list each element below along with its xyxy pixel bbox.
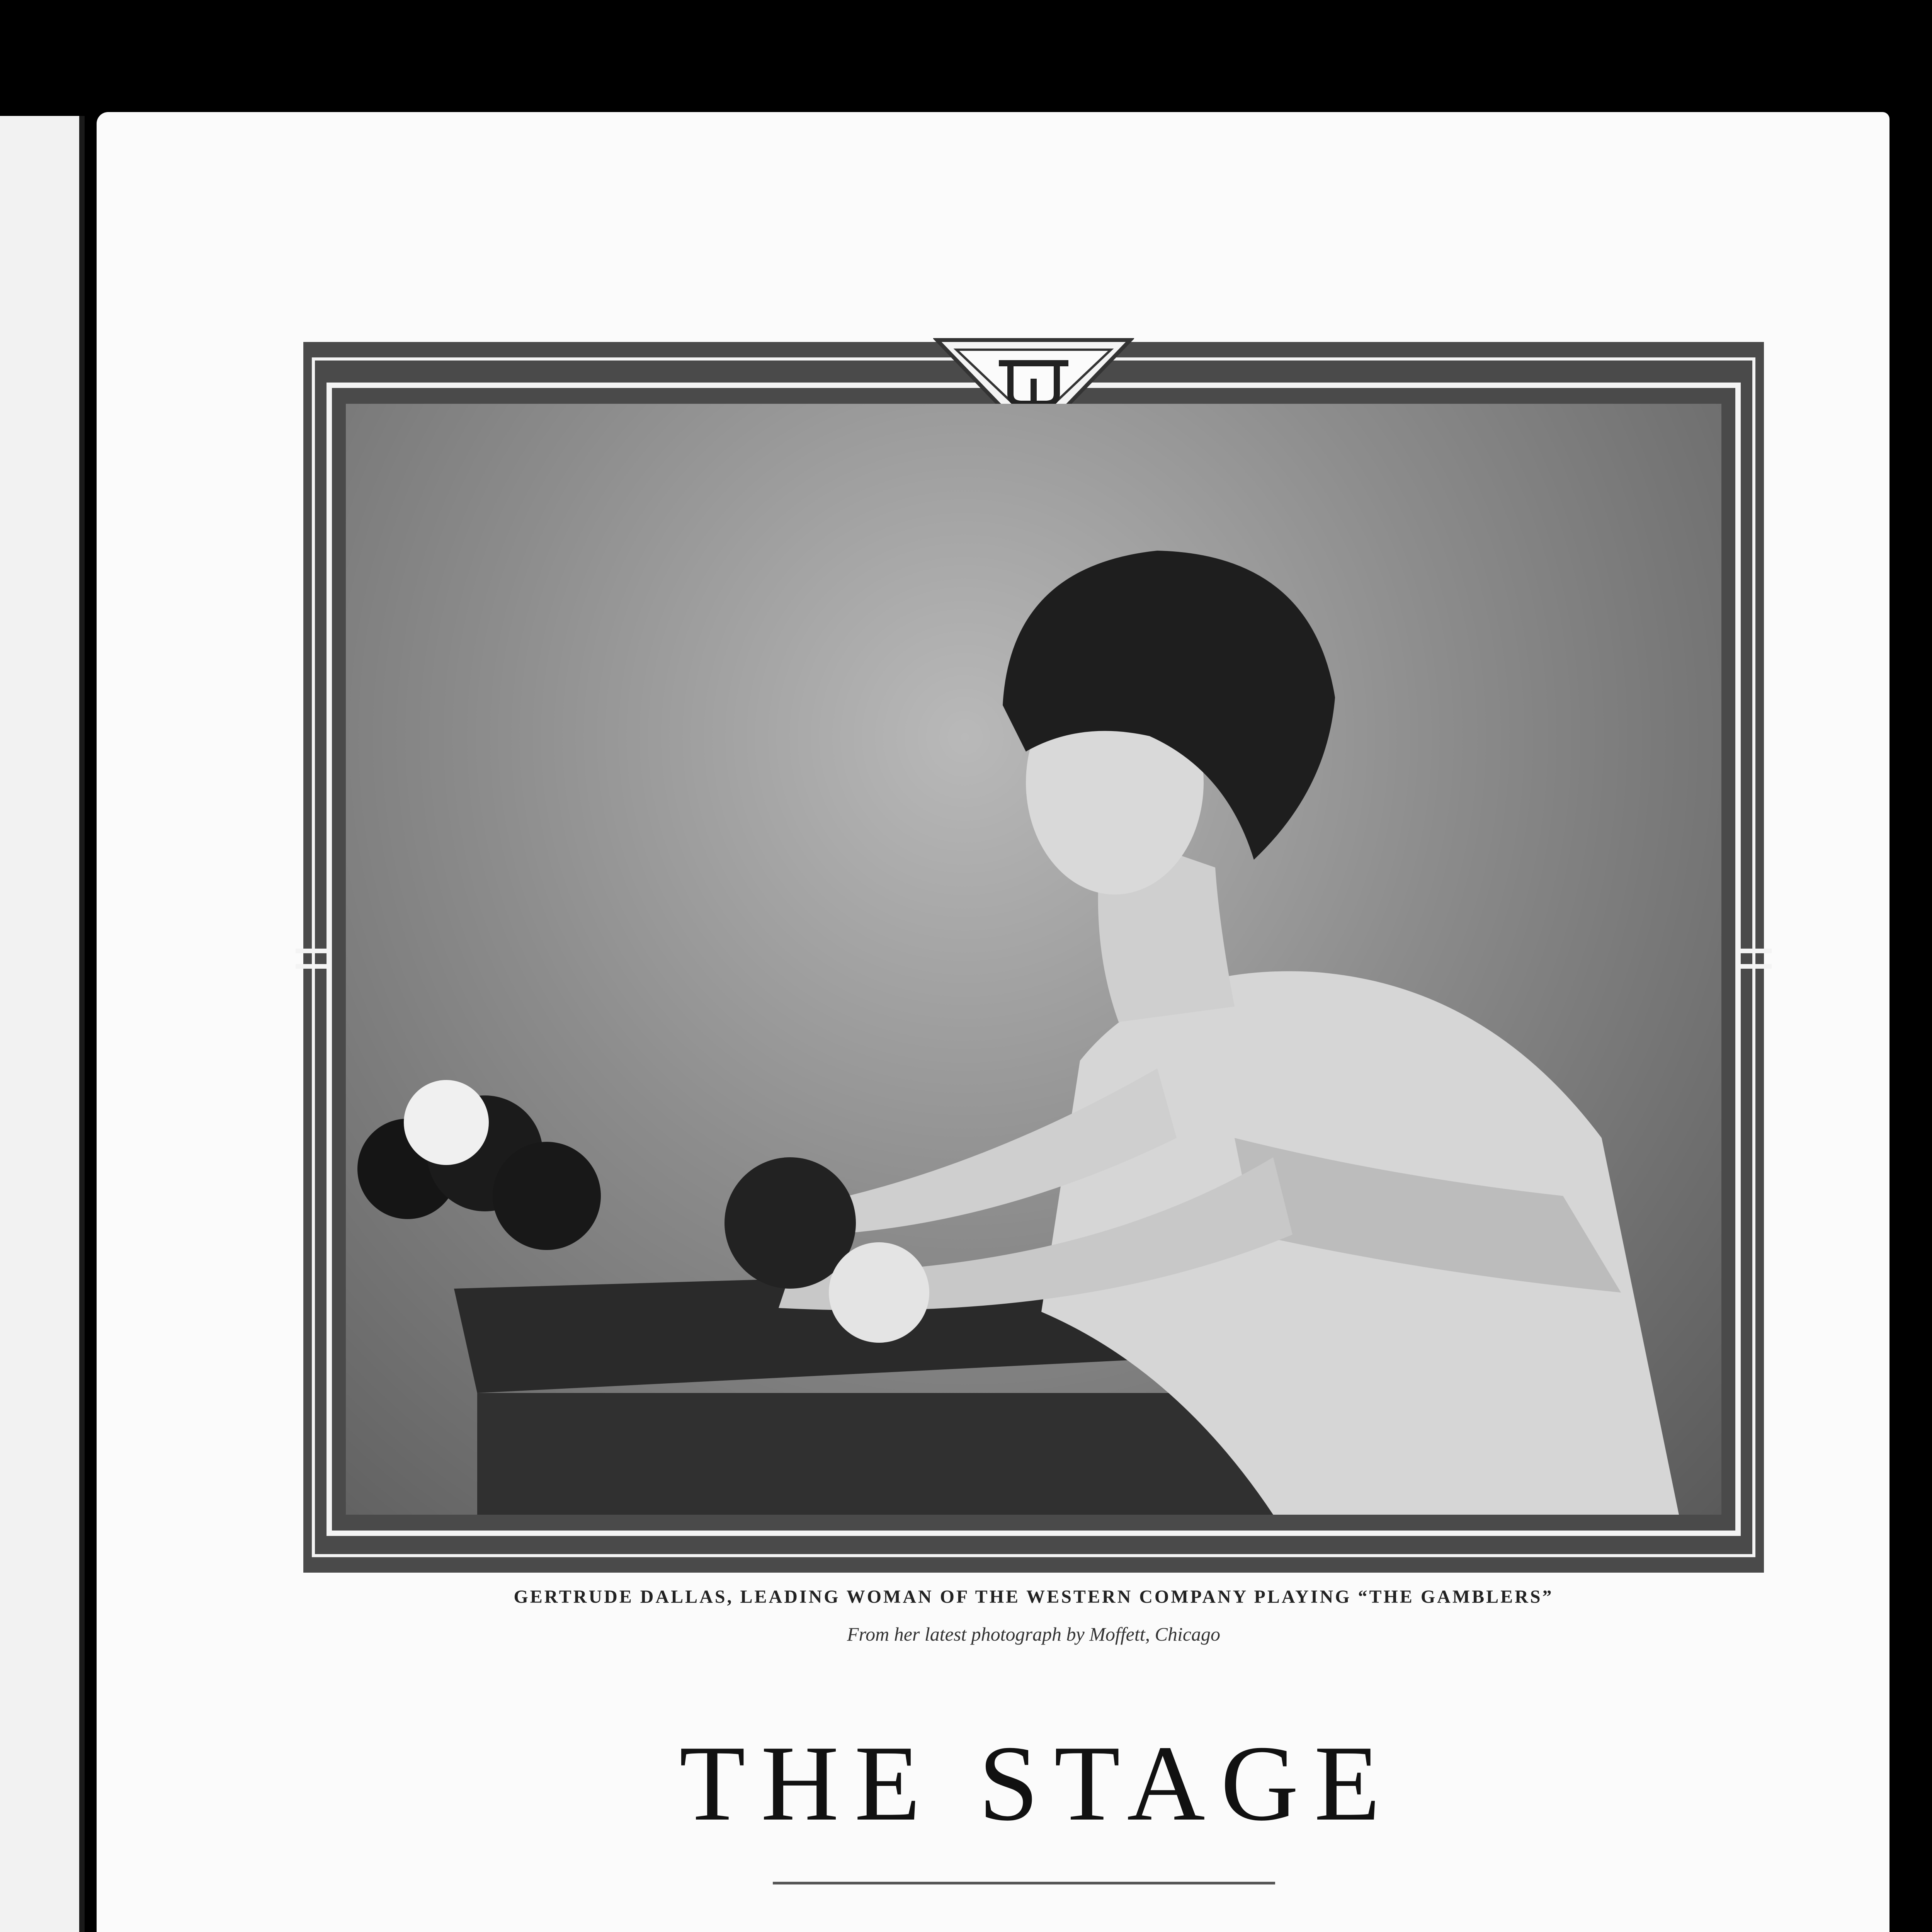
frame-notch-right-2: [1737, 964, 1772, 969]
portrait-photograph: [346, 404, 1721, 1515]
title-divider: [773, 1882, 1275, 1884]
article-title: THE STAGE: [679, 1723, 1396, 1843]
photo-caption: GERTRUDE DALLAS, LEADING WOMAN OF THE WESTERN COMPANY PLAYING “THE GAMBLERS”: [514, 1587, 1554, 1607]
frame-notch-left-2: [296, 964, 330, 969]
facing-page-edge: [0, 116, 85, 1932]
photo-frame: [303, 342, 1764, 1573]
frame-notch-right: [1737, 949, 1772, 953]
photo-credit: From her latest photograph by Moffett, Chicago: [847, 1623, 1221, 1645]
frame-notch-left: [296, 949, 330, 953]
